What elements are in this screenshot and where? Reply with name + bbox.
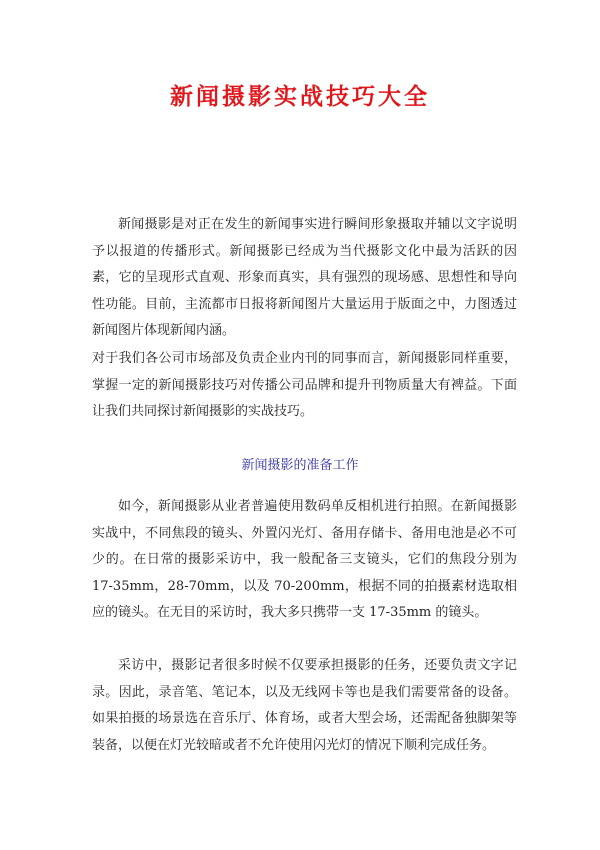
equipment-paragraph: 如今，新闻摄影从业者普遍使用数码单反相机进行拍照。在新闻摄影实战中，不同焦段的镜头、外置闪光灯、备用存储卡、备用电池是必不可少的。在日常的摄影采访中，我一般配备三支镜头，它们的焦段分别为 17-35mm，28-70mm，以及 70-200mm，根据不同的拍摄素材选取相应的镜头。在无目的采访时，我大多只携带一支 17-35mm 的镜头。	[92, 499, 517, 620]
recording-paragraph: 采访中，摄影记者很多时候不仅要承担摄影的任务，还要负责文字记录。因此，录音笔、笔记本，以及无线网卡等也是我们需要常备的设备。如果拍摄的场景选在音乐厅、体育场，或者大型会场，还需配备独脚架等装备，以便在灯光较暗或者不允许使用闪光灯的情况下顺利完成任务。	[92, 658, 517, 753]
intro-paragraph-continued: 对于我们各公司市场部及负责企业内刊的同事而言，新闻摄影同样重要，掌握一定的新闻摄影技巧对传播公司品牌和提升刊物质量大有裨益。下面让我们共同探讨新闻摄影的实战技巧。	[92, 351, 517, 419]
intro-paragraph: 新闻摄影是对正在发生的新闻事实进行瞬间形象摄取并辅以文字说明予以报道的传播形式。新闻摄影已经成为当代摄影文化中最为活跃的因素，它的呈现形式直观、形象而真实，具有强烈的现场感、思想性和导向性功能。目前，主流都市日报将新闻图片大量运用于版面之中，力图透过新闻图片体现新闻内涵。	[92, 217, 517, 338]
section-heading: 新闻摄影的准备工作	[241, 458, 359, 473]
document-title: 新闻摄影实战技巧大全	[170, 83, 430, 110]
